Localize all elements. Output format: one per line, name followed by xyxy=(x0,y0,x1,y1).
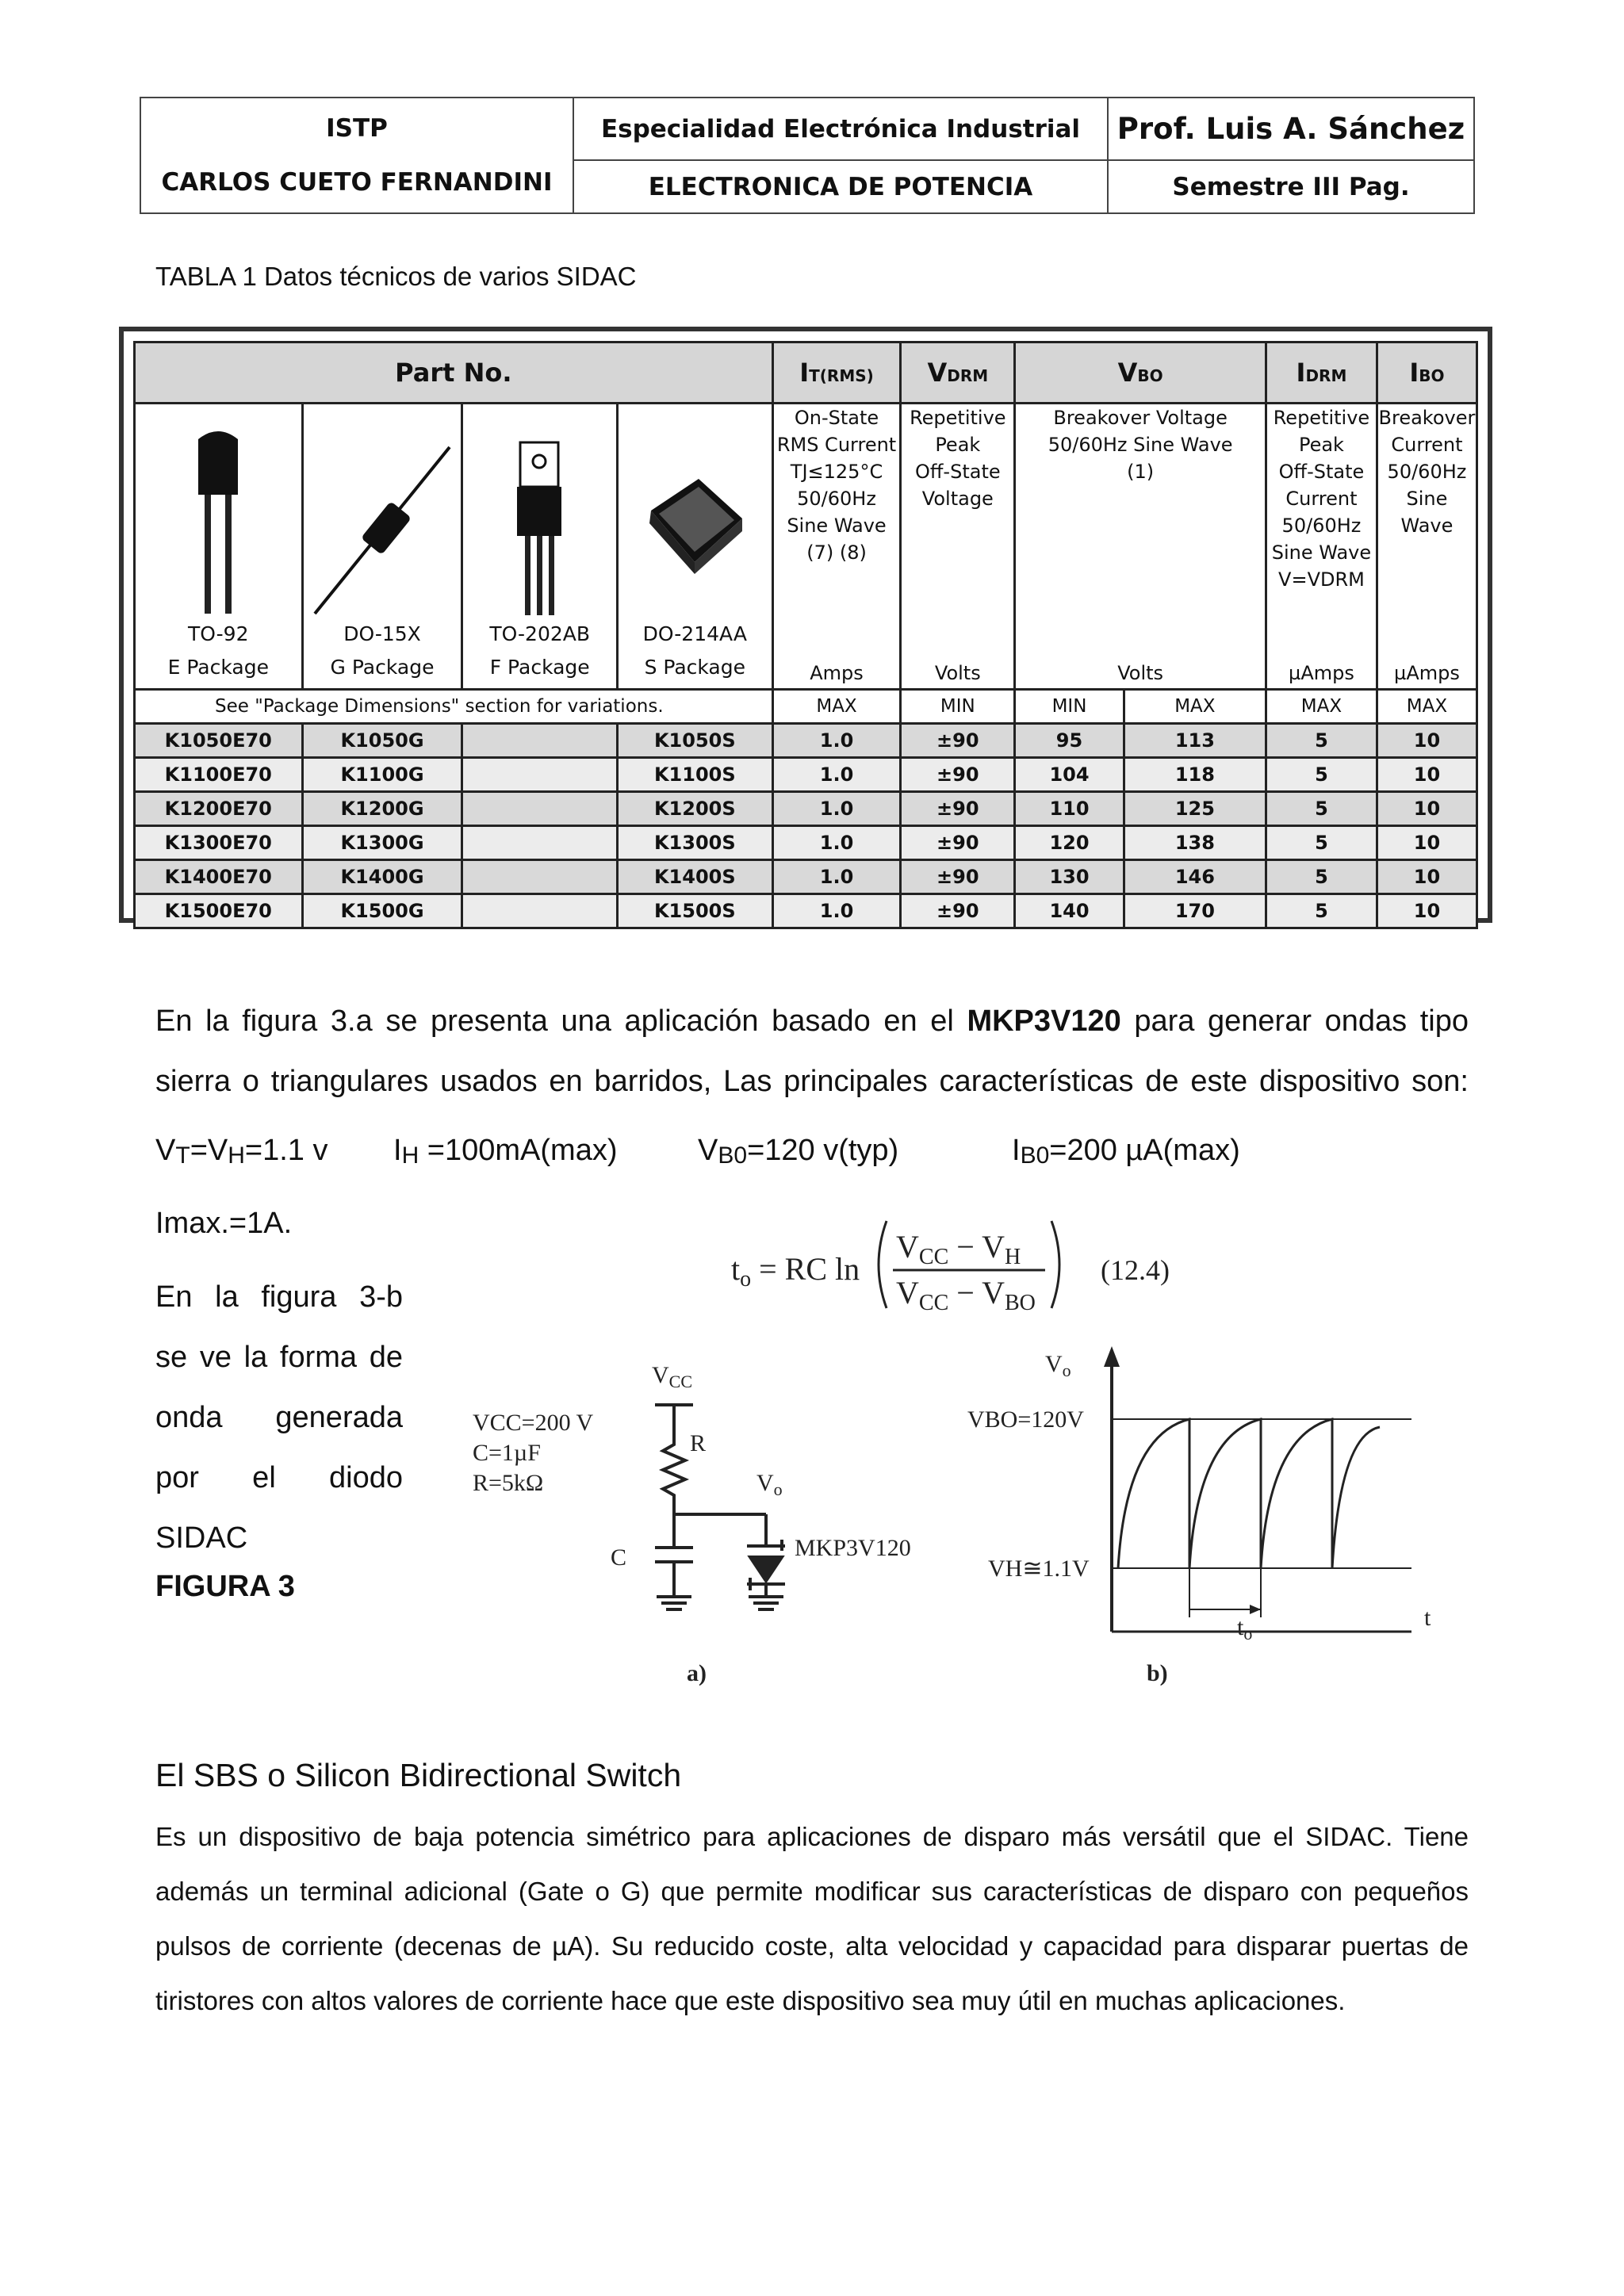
section-body: Es un dispositivo de baja potencia simétrico para aplicaciones de disparo más versátil que el SIDAC. Tiene además un terminal adicional (Gate o G) que permite modificar sus características de disparo con pequeños pulsos de corriente (decenas de µA). Su reducido coste, alta velocidad y capacidad para disparar puertas de tiristores con altos valores de corriente hace que este dispositivo sea muy útil en muchas aplicaciones. xyxy=(155,1822,1469,2015)
param-ih: $I_H =100mA(\max)$ xyxy=(393,1134,618,1169)
svg-text:b): b) xyxy=(1147,1660,1168,1686)
table-row: K1050E70 K1050G K1050S 1.0 ±90 95 113 5 10 xyxy=(135,724,1477,758)
to92-package-icon xyxy=(174,423,262,622)
school-name: CARLOS CUETO FERNANDINI xyxy=(161,168,553,197)
ibo-unit: µAmps xyxy=(1394,662,1460,684)
formula xyxy=(731,1221,1170,1315)
svg-text:VCC: $V_{CC}$ xyxy=(652,1362,693,1391)
package-label: S Package xyxy=(644,656,746,679)
package-label: E Package xyxy=(167,656,269,679)
svg-text:to = RC ln: $t_o$ = RC ln xyxy=(731,1251,860,1292)
waveform-graph xyxy=(967,1346,1431,1686)
param-vb0: $V_{B0}=120$ v(typ) xyxy=(698,1134,899,1169)
table-row: K1300E70 K1300G K1300S 1.0 ±90 120 138 5 10 xyxy=(135,826,1477,860)
table-row: K1100E70 K1100G K1100S 1.0 ±90 104 118 5 10 xyxy=(135,758,1477,792)
vbo-unit: Volts xyxy=(1117,662,1164,684)
course: ELECTRONICA DE POTENCIA xyxy=(573,160,1108,213)
package-to92 xyxy=(135,404,303,690)
device-name: MKP3V120 xyxy=(967,1004,1121,1038)
circuit-diagram xyxy=(655,1405,785,1609)
table-row: K1200E70 K1200G K1200S 1.0 ±90 110 125 5 10 xyxy=(135,792,1477,826)
svg-text:R: R xyxy=(690,1430,707,1456)
vbo-level-label: VBO=120V xyxy=(967,1406,1084,1433)
figure-label: FIGURA 3 xyxy=(155,1570,295,1603)
svg-text:VCC − VH: $V_{CC} - V_H$ xyxy=(896,1229,1021,1269)
figure-3 xyxy=(452,1197,1483,1689)
do15x-package-icon xyxy=(307,439,458,622)
part-no-header: Part No. xyxy=(135,342,773,404)
svg-text:VCC − VBO: $V_{CC} - V_{BO}$ xyxy=(896,1275,1036,1315)
idrm-header: IDRM xyxy=(1266,342,1377,404)
spec-c: C=1µF xyxy=(473,1440,541,1466)
package-name: DO-214AA xyxy=(642,622,747,645)
ibo-limit: MAX xyxy=(1377,690,1477,724)
package-name: DO-15X xyxy=(343,622,421,645)
vdrm-unit: Volts xyxy=(934,662,981,684)
package-do15x xyxy=(302,404,462,690)
it-description: On-State RMS Current TJ≤125°C 50/60Hz Sine Wave (7) (8) Amps xyxy=(772,404,901,690)
table-caption: TABLA 1 Datos técnicos de varios SIDAC xyxy=(155,262,637,291)
it-limit: MAX xyxy=(772,690,901,724)
param-ib0: $I_{B0}=200$ µA(max) xyxy=(1012,1134,1240,1169)
vbo-max-limit: MAX xyxy=(1124,690,1266,724)
svg-text:a): a) xyxy=(687,1660,707,1686)
document-header xyxy=(140,97,1475,214)
vdrm-header: VDRM xyxy=(901,342,1015,404)
table-row: K1500E70 K1500G K1500S 1.0 ±90 140 170 5 10 xyxy=(135,894,1477,928)
vbo-min-limit: MIN xyxy=(1015,690,1124,724)
svg-text:C: C xyxy=(611,1544,627,1571)
ibo-header: IBO xyxy=(1377,342,1477,404)
vdrm-description: Repetitive Peak Off-State Voltage Volts xyxy=(901,404,1015,690)
idrm-unit: µAmps xyxy=(1289,662,1354,684)
vh-level-label: VH≅1.1V xyxy=(988,1556,1090,1582)
package-note: See "Package Dimensions" section for variations. xyxy=(135,690,773,724)
package-name: TO-92 xyxy=(188,622,249,645)
vbo-description: Breakover Voltage 50/60Hz Sine Wave (1) Volts xyxy=(1015,404,1266,690)
param-imax: Imax.=1A. xyxy=(155,1207,293,1240)
param-vt: $V_T=V_H=1.1$ v xyxy=(155,1134,328,1169)
package-label: F Package xyxy=(489,656,590,679)
sidac-datasheet-table xyxy=(119,327,1492,923)
package-name: TO-202AB xyxy=(489,622,591,645)
svg-text:Vo: $V_o$ xyxy=(756,1470,783,1499)
idrm-description: Repetitive Peak Off-State Current 50/60Hz Sine Wave V=VDRM µAmps xyxy=(1266,404,1377,690)
spec-r: R=5kΩ xyxy=(473,1470,544,1496)
to202ab-package-icon xyxy=(496,439,584,622)
section-title: El SBS o Silicon Bidirectional Switch xyxy=(155,1757,682,1793)
package-to202ab xyxy=(462,404,617,690)
it-unit: Amps xyxy=(810,662,864,684)
svg-text:to: $t_o$ xyxy=(1237,1614,1253,1644)
ibo-description: Breakover Current 50/60Hz Sine Wave µAmps xyxy=(1377,404,1477,690)
svg-text:MKP3V120: MKP3V120 xyxy=(795,1535,911,1561)
do214aa-package-icon xyxy=(635,463,754,622)
svg-text:(12.4): (12.4) xyxy=(1101,1254,1170,1286)
svg-text:t: t xyxy=(1424,1605,1431,1631)
idrm-limit: MAX xyxy=(1266,690,1377,724)
package-label: G Package xyxy=(330,656,435,679)
circuit-labels xyxy=(473,1362,911,1686)
package-do214aa xyxy=(617,404,772,690)
professor: Prof. Luis A. Sánchez xyxy=(1108,98,1474,160)
semester: Semestre III Pag. xyxy=(1108,160,1474,213)
vbo-header: VBO xyxy=(1015,342,1266,404)
school-cell xyxy=(140,98,573,213)
spec-vcc: VCC=200 V xyxy=(473,1410,594,1436)
vdrm-limit: MIN xyxy=(901,690,1015,724)
svg-text:Vo: $V_o$ xyxy=(1045,1351,1071,1380)
figure-description: En la figura 3-b se ve la forma de onda generada por el diodo SIDAC xyxy=(155,1280,403,1555)
table-row: K1400E70 K1400G K1400S 1.0 ±90 130 146 5 10 xyxy=(135,860,1477,894)
it-header: IT(RMS) xyxy=(772,342,901,404)
intro-paragraph: En la figura 3.a se presenta una aplicación basado en el MKP3V120 para generar ondas tipo sierra o triangulares usados en barridos, Las principales características de este dispositivo son: xyxy=(155,1004,1469,1098)
school: ISTP xyxy=(326,114,388,143)
specialty: Especialidad Electrónica Industrial xyxy=(573,98,1108,160)
